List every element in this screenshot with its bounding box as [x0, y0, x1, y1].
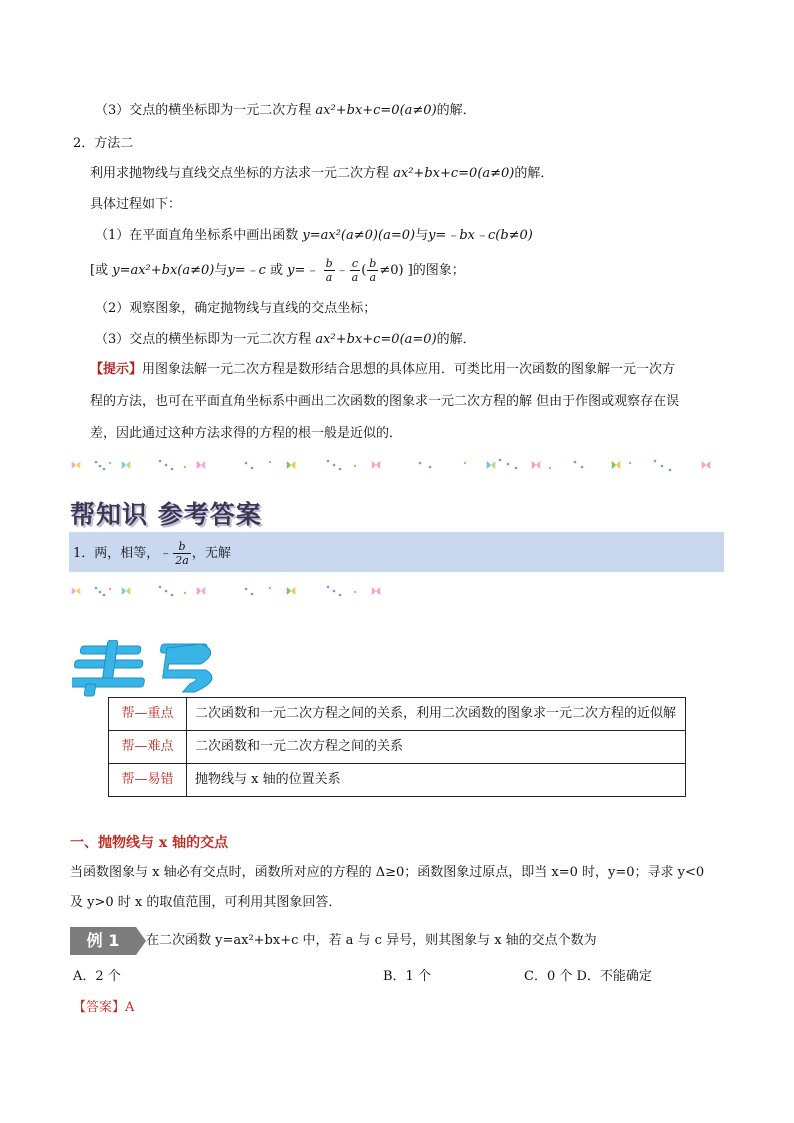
- fraction-b-over-a: $\frac{b}{a}$: [325, 257, 333, 284]
- method2-step1b: [或 y=ax²+bx(a≠0)与y=﹣c 或 y=﹣ $\frac{b}{a}$ ﹣ $\frac{c}{a}$ ( $\frac{b}{a}$ ≠0) ]的图象；: [90, 257, 465, 284]
- example-answer: [73, 999, 134, 1017]
- answer-line: 1．两，相等，﹣ $\frac{b}{2a}$ ，无解: [73, 540, 231, 567]
- process-label: 具体过程如下：: [90, 197, 182, 212]
- table-row: [109, 731, 686, 764]
- butterfly-icon: [72, 462, 81, 468]
- method2-heading: 2．方法二: [73, 136, 134, 151]
- row-key: 帮—重点: [109, 698, 187, 731]
- fraction-b-over-2a: $\frac{b}{2a}$: [175, 540, 189, 567]
- example-tag: 例 1: [70, 927, 136, 955]
- section-paragraph-line2: 及 y>0 时 x 的取值范围，可利用其图象回答．: [70, 895, 342, 910]
- fraction-b-over-a-2: $\frac{b}{a}$: [369, 257, 377, 284]
- row-key: 帮—易错: [109, 764, 187, 797]
- section-heading: 一、抛物线与 x 轴的交点: [70, 835, 229, 851]
- table-row: [109, 764, 686, 797]
- tip-line3: 差，因此通过这种方法求得的方程的根一般是近似的．: [90, 426, 403, 441]
- tip-line2: 程的方法，也可在平面直角坐标系中画出二次函数的图象求一元二次方程的解 但由于作图或观察存在误: [90, 394, 680, 409]
- example-question: 在二次函数 y=ax²+bx+c 中，若 a 与 c 异号，则其图象与 x 轴的交点个数为: [146, 933, 597, 948]
- method2-step2: （2）观察图象，确定抛物线与直线的交点坐标；: [95, 301, 377, 316]
- row-value: 抛物线与 x 轴的位置关系: [187, 764, 686, 797]
- row-value: 二次函数和一元二次方程之间的关系，利用二次函数的图象求一元二次方程的近似解: [187, 698, 686, 731]
- method2-step3: （3）交点的横坐标即为一元二次方程 ax²+bx+c=0(a=0)的解．: [95, 332, 476, 347]
- tip-line1: 【提示】用图象法解一元二次方程是数形结合思想的具体应用．可类比用一次函数的图象解一元一次方: [90, 362, 676, 377]
- decorative-border-top: [70, 457, 725, 473]
- decorative-border-bottom: [70, 583, 725, 599]
- method1-step3: （3）交点的横坐标即为一元二次方程 ax²+bx+c=0(a≠0)的解．: [95, 103, 476, 118]
- option-a: A．2 个: [73, 969, 121, 984]
- answer-label: 【答案】: [73, 1000, 126, 1015]
- table-row: [109, 698, 686, 731]
- bang-logo: [72, 640, 232, 698]
- fraction-c-over-a: $\frac{c}{a}$: [351, 257, 359, 284]
- tip-label: 【提示】: [90, 362, 143, 377]
- section-paragraph-line1: 当函数图象与 x 轴必有交点时，函数所对应的方程的 Δ≥0；函数图象过原点，即当 x=0 时，y=0；寻求 y<0: [70, 865, 705, 880]
- row-key: 帮—难点: [109, 731, 187, 764]
- method2-intro: 利用求抛物线与直线交点坐标的方法求一元二次方程 ax²+bx+c=0(a≠0)的解．: [90, 166, 554, 181]
- method2-step1: （1）在平面直角坐标系中画出函数 y=ax²(a≠0)(a=0)与y=﹣bx﹣c(b≠0): [95, 228, 533, 243]
- key-points-table: [108, 697, 686, 797]
- option-b: B．1 个: [383, 969, 431, 984]
- row-value: 二次函数和一元二次方程之间的关系: [187, 731, 686, 764]
- option-cd: C．0 个 D．不能确定: [524, 969, 652, 984]
- answer-value: A: [125, 1000, 135, 1015]
- answer-section-title: 帮知识 参考答案: [70, 500, 262, 529]
